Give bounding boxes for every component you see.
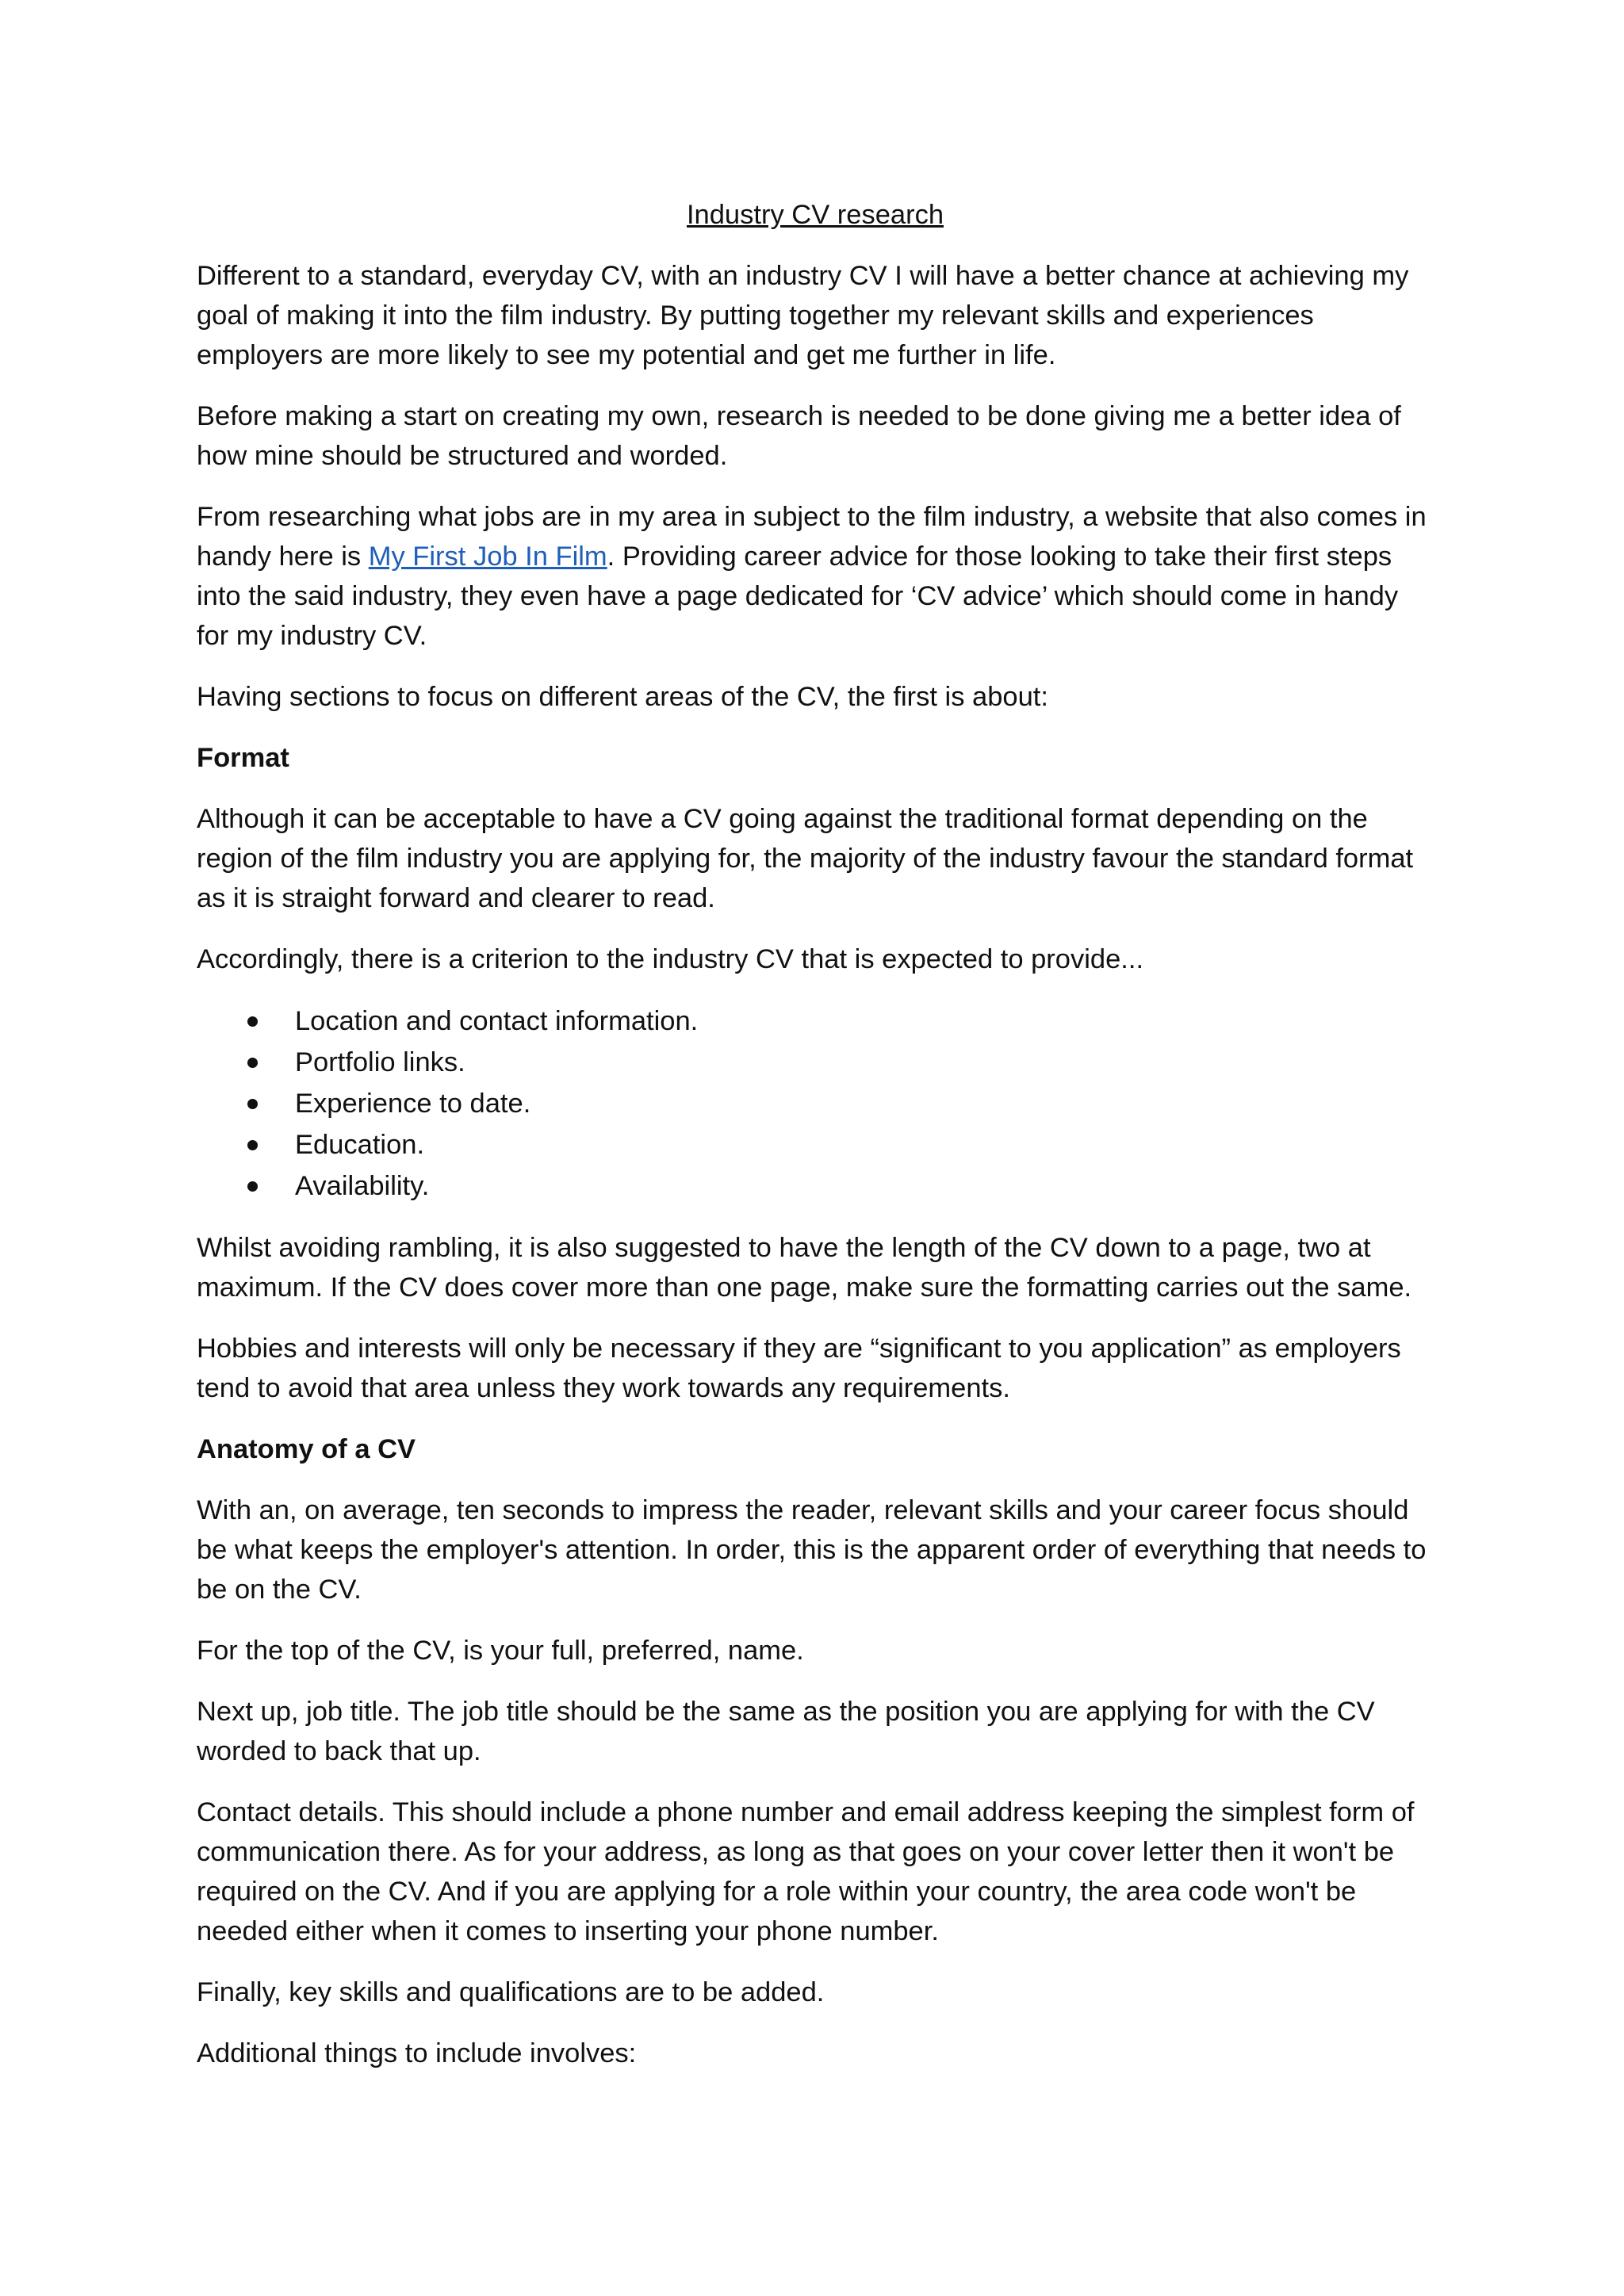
- format-paragraph-2: Accordingly, there is a criterion to the industry CV that is expected to provide...: [197, 944, 1144, 974]
- list-item: [197, 1165, 1434, 1207]
- intro-paragraph-2: Before making a start on creating my own, research is needed to be done giving me a better idea of how mine should be structured and worded.: [197, 401, 1401, 471]
- list-item-text: Education.: [295, 1130, 425, 1160]
- anatomy-paragraph-1: With an, on average, ten seconds to impress the reader, relevant skills and your career focus should be what keeps the employer's attention. In order, this is the apparent order of everything that needs to be on the CV.: [197, 1495, 1427, 1605]
- format-heading: Format: [197, 743, 289, 773]
- sections-intro-paragraph: Having sections to focus on different areas of the CV, the first is about:: [197, 682, 1048, 712]
- criteria-list: [197, 1001, 1434, 1207]
- list-item-text: Availability.: [295, 1171, 430, 1201]
- anatomy-heading: Anatomy of a CV: [197, 1434, 416, 1464]
- bullet-icon: [247, 1058, 258, 1068]
- bullet-icon: [247, 1099, 258, 1109]
- page-title: Industry CV research: [686, 200, 944, 230]
- list-item: [197, 1124, 1434, 1165]
- list-item-text: Portfolio links.: [295, 1047, 465, 1077]
- document-body: [197, 195, 1434, 2095]
- list-item-text: Experience to date.: [295, 1089, 531, 1119]
- bullet-icon: [247, 1140, 258, 1150]
- bullet-icon: [247, 1016, 258, 1027]
- research-paragraph: [197, 497, 1434, 656]
- anatomy-paragraph-3: Next up, job title. The job title should be the same as the position you are applying for with the CV worded to back that up.: [197, 1697, 1375, 1766]
- my-first-job-in-film-link[interactable]: My First Job In Film: [368, 541, 607, 572]
- format-paragraph-4: Hobbies and interests will only be necessary if they are “significant to you application” as employers tend to avoid that area unless they work towards any requirements.: [197, 1334, 1401, 1403]
- list-item: [197, 1083, 1434, 1124]
- research-text-after-link: . Providing career advice for those looking to take their first steps into the said industry, they even have a page dedicated for ‘CV advice’ which should come in handy for my industry CV.: [197, 541, 1399, 651]
- anatomy-paragraph-4: Contact details. This should include a phone number and email address keeping the simplest form of communication there. As for your address, as long as that goes on your cover letter then it won't be required on the CV. And if you are applying for a role within your country, the area code won't be needed either when it comes to inserting your phone number.: [197, 1797, 1415, 1946]
- anatomy-paragraph-2: For the top of the CV, is your full, preferred, name.: [197, 1636, 804, 1666]
- bullet-icon: [247, 1181, 258, 1192]
- research-text-before-link: From researching what jobs are in my area in subject to the film industry, a website that also comes in handy here is: [197, 502, 1427, 572]
- list-item: [197, 1042, 1434, 1083]
- intro-paragraph-1: Different to a standard, everyday CV, with an industry CV I will have a better chance at achieving my goal of making it into the film industry. By putting together my relevant skills and experiences employers are more likely to see my potential and get me further in life.: [197, 261, 1409, 370]
- list-item-text: Location and contact information.: [295, 1006, 699, 1036]
- format-paragraph-3: Whilst avoiding rambling, it is also suggested to have the length of the CV down to a page, two at maximum. If the CV does cover more than one page, make sure the formatting carries out the same.: [197, 1233, 1412, 1303]
- anatomy-paragraph-5: Finally, key skills and qualifications are to be added.: [197, 1977, 825, 2007]
- list-item: [197, 1001, 1434, 1042]
- anatomy-paragraph-6: Additional things to include involves:: [197, 2038, 637, 2068]
- format-paragraph-1: Although it can be acceptable to have a CV going against the traditional format depending on the region of the film industry you are applying for, the majority of the industry favour the standard format as it is straight forward and clearer to read.: [197, 804, 1414, 913]
